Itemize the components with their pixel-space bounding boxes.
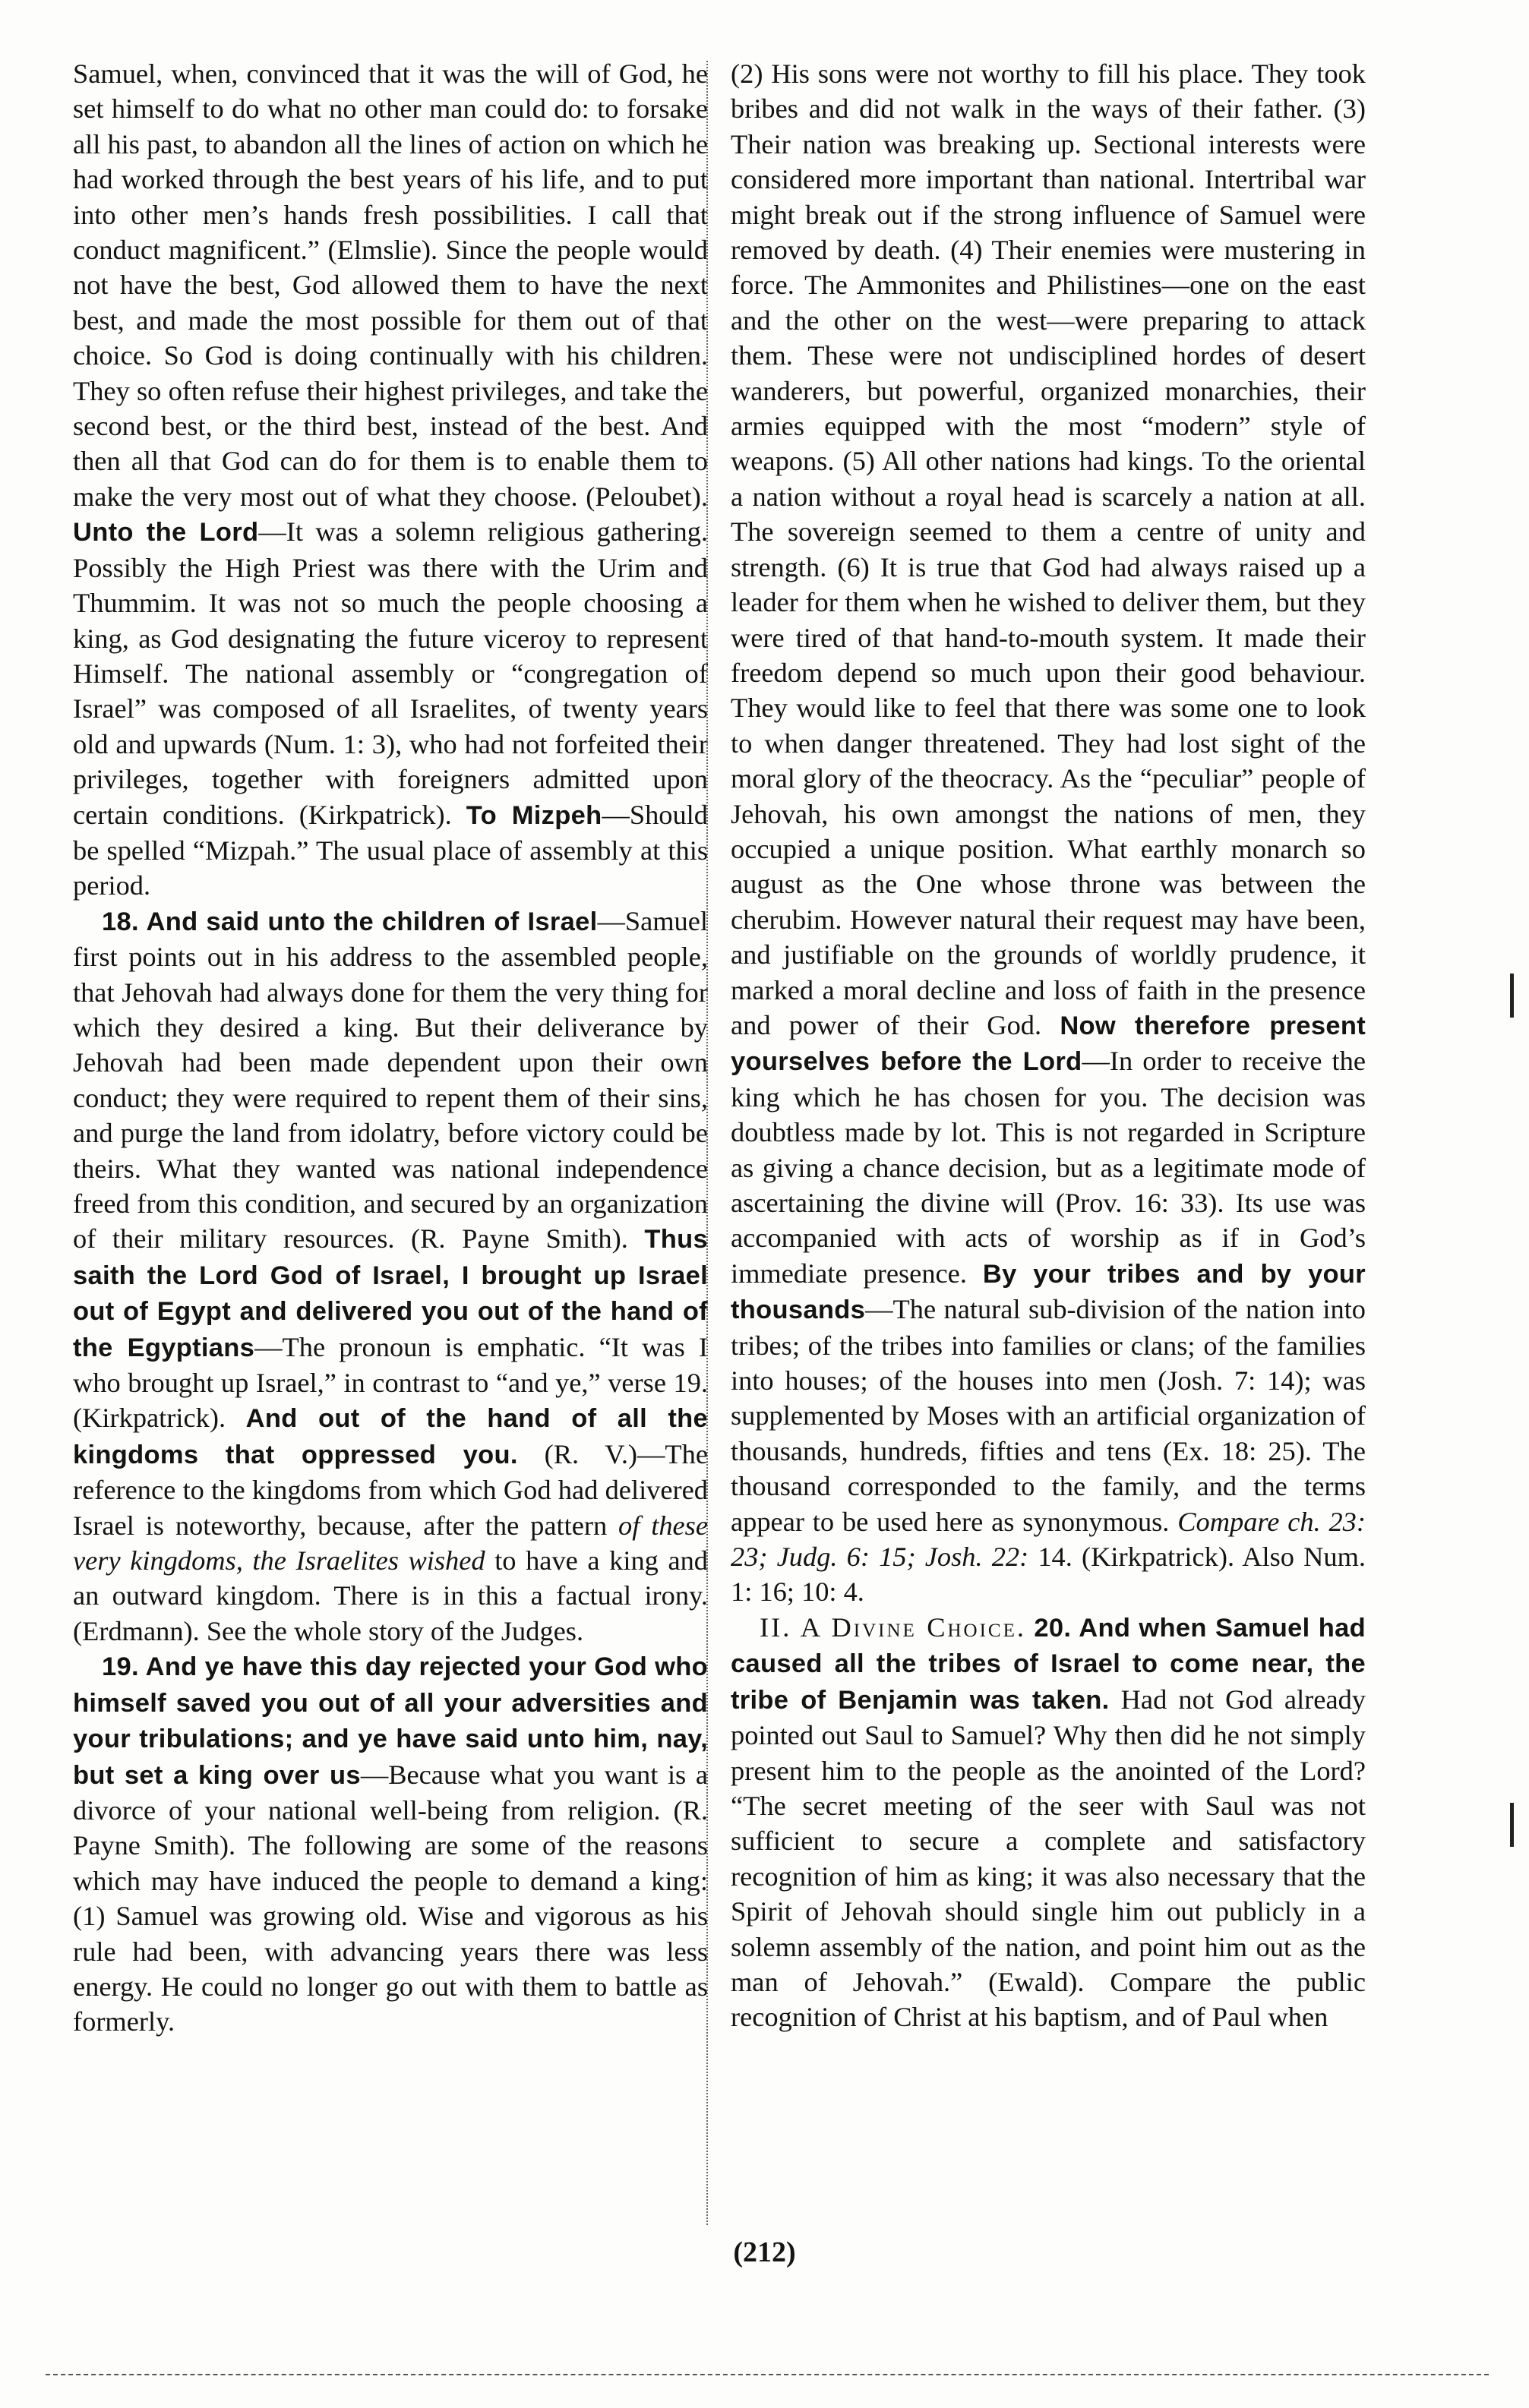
paragraph xyxy=(73,56,708,904)
body-text: (2) His sons were not worthy to fill his place. They took bribes and did not walk in the ways of their father. (3) Their nation was breaking up. Sectional interests were considered more important than national. Intertribal war might break out if the strong influence of Samuel were removed by death. (4) Their enemies were mustering in force. The Ammonites and Philistines—one on the east and the other on the west—were preparing to attack them. These were not undisciplined hordes of desert wanderers, but powerful, organized monarchies, their armies equipped with the most “modern” style of weapons. (5) All other nations had kings. To the oriental a nation without a royal head is scarcely a nation at all. The sovereign seemed to them a centre of unity and strength. (6) It is true that God had always raised up a leader for them when he wished to deliver them, but they were tired of that hand-to-mouth system. It made their freedom depend so much upon their good behaviour. They would like to feel that there was some one to look to when danger threatened. They had lost sight of the moral glory of the theocracy. As the “peculiar” people of Jehovah, his own amongst the nations of men, they occupied a unique position. What earthly monarch so august as the One whose throne was between the cherubim. However natural their request may have been, and justifiable on the grounds of worldly prudence, it marked a moral decline and loss of faith in the presence and power of their God. xyxy=(731,58,1366,1040)
commentary-text: 14. (Kirkpatrick). Also Num. 1: 16; 10: 4. xyxy=(731,1542,1366,1608)
commentary-text: —It was a solemn religious gathering. Possibly the High Priest was there with the Urim and Thummim. It was not so much the people choosing a king, as God designating the future viceroy to represent Himself. The national assembly or “congregation of Israel” was composed of all Israelites, of twenty years old and upwards (Num. 1: 3), who had not forfeited their privileges, together with foreigners admitted upon certain conditions. (Kirkpatrick). xyxy=(73,516,708,830)
verse-heading: To Mizpeh xyxy=(466,800,602,830)
commentary-text: —Because what you want is a divorce of your national well-being from religion. (R. Payne Smith). The following are some of the reasons which may have induced the people to demand a king: (1) Samuel was growing old. Wise and vigorous as his rule had been, with advancing years there was less energy. He could no longer go out with them to battle as formerly. xyxy=(73,1759,708,2037)
commentary-text: —Should be spelled “Mizpah.” The usual place of assembly at this period. xyxy=(73,799,708,901)
paragraph xyxy=(731,56,1366,1610)
verse-18-paragraph xyxy=(73,904,708,1649)
section-paragraph xyxy=(731,1610,1366,2035)
verse-heading: Thus saith the Lord God of Israel, I brought up Israel out of Egypt and delivered you out of the hand of the Egyptians xyxy=(73,1225,708,1362)
page-number: (212) xyxy=(733,2236,796,2268)
verse-heading: Now therefore present yourselves before the Lord xyxy=(731,1011,1366,1077)
column-divider xyxy=(706,61,708,2225)
margin-mark xyxy=(1510,974,1514,1018)
verse-heading: 20. And when Samuel had caused all the tribes of Israel to come near, the tribe of Benjamin was taken. xyxy=(731,1613,1366,1715)
verse-heading: Unto the Lord xyxy=(73,518,259,548)
commentary-text: —In order to receive the king which he has chosen for you. The decision was doubtless made by lot. This is not regarded in Scripture as giving a chance decision, but as a legitimate mode of ascertaining the divine will (Prov. 16: 33). Its use was accompanied with acts of worship as if in God’s immediate presence. xyxy=(731,1046,1366,1289)
verse-heading: By your tribes and by your thousands xyxy=(731,1259,1366,1325)
margin-mark xyxy=(1510,1803,1514,1847)
verse-heading: 19. And ye have this day rejected your God who himself saved you out of all your adversities and your tribulations; and ye have said unto him, nay, but set a king over us xyxy=(73,1652,708,1790)
section-label: II. A Divine Choice. xyxy=(760,1611,1026,1643)
verse-heading: And out of the hand of all the kingdoms that oppressed you. xyxy=(73,1404,708,1469)
bottom-edge-rule xyxy=(46,2374,1489,2375)
italic-text: Compare ch. 23: 23; Judg. 6: 15; Josh. 22: xyxy=(731,1506,1366,1573)
right-column xyxy=(731,56,1366,2035)
commentary-text: —The pronoun is emphatic. “It was I who brought up Israel,” in contrast to “and ye,” verse 19. (Kirkpatrick). xyxy=(73,1331,708,1434)
verse-19-paragraph xyxy=(73,1649,708,2039)
commentary-text: —The natural sub-division of the nation into tribes; of the tribes into families or clans; of the families into houses; of the houses into men (Josh. 7: 14); was supplemented by Moses with an artificial organization of thousands, hundreds, fifties and tens (Ex. 18: 25). The thousand corresponded to the family, and the terms appear to be used here as synonymous. xyxy=(731,1294,1366,1537)
left-column xyxy=(73,56,708,2040)
italic-text: of these very kingdoms, the Israelites wished xyxy=(73,1510,708,1576)
verse-heading: 18. And said unto the children of Israel xyxy=(102,907,598,936)
commentary-text: (R. V.)—The reference to the kingdoms from which God had delivered Israel is noteworthy, because, after the pattern xyxy=(73,1438,709,1541)
commentary-text: to have a king and an outward kingdom. There is in this a factual irony. (Erdmann). See the whole story of the Judges. xyxy=(73,1545,708,1646)
commentary-text: —Samuel first points out in his address to the assembled people, that Jehovah had always done for them the very thing for which they desired a king. But their deliverance by Jehovah had been made dependent upon their own conduct; they were required to repent them of their sins, and purge the land from idolatry, before victory could be theirs. What they wanted was national independence freed from this condition, and secured by an organization of their military resources. (R. Payne Smith). xyxy=(73,905,708,1254)
body-text: Samuel, when, convinced that it was the will of God, he set himself to do what no other man could do: to forsake all his past, to abandon all the lines of action on which he had worked through the best years of his life, and to put into other men’s hands fresh possibilities. I call that conduct magnificent.” (Elmslie). Since the people would not have the best, God allowed them to have the next best, and made the most possible for them out of that choice. So God is doing continually with his children. They so often refuse their highest privileges, and take the second best, or the third best, instead of the best. And then all that God can do for them is to enable them to make the very most out of what they choose. (Peloubet). xyxy=(73,58,708,512)
commentary-text: Had not God already pointed out Saul to Samuel? Why then did he not simply present him to the people as the anointed of the Lord? “The secret meeting of the seer with Saul was not sufficient to secure a complete and satisfactory recognition of him as king; it was also necessary that the Spirit of Jehovah should single him out publicly in a solemn assembly of the nation, and point him out as the man of Jehovah.” (Ewald). Compare the public recognition of Christ at his baptism, and of Paul when xyxy=(731,1684,1366,2033)
